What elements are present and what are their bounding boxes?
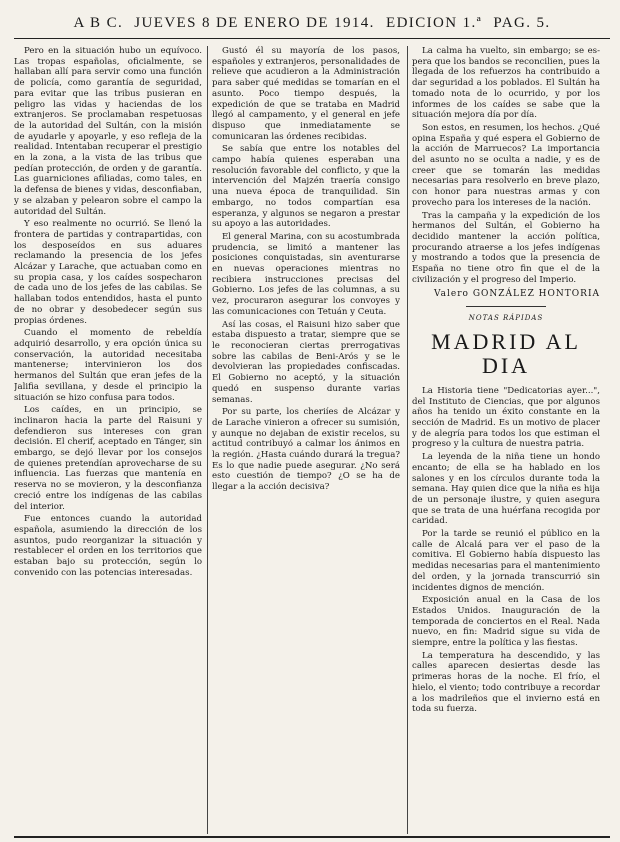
section-paragraph: La leyenda de la niña tiene un hondo encanto; de ella se ha hablado en los salones y en los círculos durante toda la semana. Hay quien dice que la niña es hija de un personaje ilustre, y quien asegura que se trata de una huérfana recogida por caridad. <box>412 452 600 527</box>
masthead <box>14 8 610 39</box>
article-paragraph: Así las cosas, el Raisuni hizo saber que estaba dispuesto a tratar, siempre que se le reconocieran ciertas prerrogativas sobre las cabilas de Beni-Arós y se le devolvieran las propiedades confiscadas. El Gobierno no aceptó, y la situación quedó en suspenso durante varias semanas. <box>212 319 400 405</box>
issue-date: JUEVES 8 DE ENERO DE 1914. <box>134 15 375 31</box>
newspaper-page <box>14 8 610 838</box>
column-rule-1 <box>207 46 208 834</box>
article-paragraph: Los caídes, en un principio, se inclinaron hacia la parte del Raisuni y defendieron sus intereses con gran decisión. El cherif, aceptado en Tánger, sin embargo, se dejó llevar por los consejos de quienes pretendían aprovecharse de su influencia. Las fuerzas que mantenía en reserva no se movieron, y la desconfianza creció entre los indígenas de las cabilas del interior. <box>14 405 202 512</box>
article-paragraph: Pero en la situación hubo un equívoco. Las tropas españolas, oficialmente, se hallaban allí para servir como una función de policía, como garantía de seguridad, para evitar que las tribus pusieran en peligro las vidas y haciendas de los extranjeros. Se proclamaban respetuosas de la autoridad del Sultán, con la misión de ayudarle y apoyarle, y eso refleja de la realidad. Intentaban recuperar el prestigio en la zona, a la vista de las tribus que pedían protección, de orden y de garantía. Las guarniciones afiliadas, como tales, en la defensa de bienes y vidas, desconfiaban, y se alzaban y pelearon sobre el campo la autoridad del Sultán. <box>14 46 202 217</box>
article-paragraph: La calma ha vuelto, sin embargo; se espera que los bandos se reconcilien, pues la llegada de los refuerzos ha contribuido a dar seguridad a los poblados. El Sultán ha tomado nota de lo ocurrido, y por los informes de los caídes se sabe que la situación mejora día por día. <box>412 46 600 121</box>
article-column-1 <box>14 46 202 834</box>
section-paragraph: Exposición anual en la Casa de los Estados Unidos. Inauguración de la temporada de conciertos en el Real. Nada nuevo, en fin: Madrid sigue su vida de siempre, entre la política y las fiestas. <box>412 595 600 649</box>
article-paragraph: Y eso realmente no ocurrió. Se llenó la frontera de partidas y contrapartidas, con los desposeídos en sus aduares reclamando la presencia de los jefes Alcázar y Larache, que actuaban como en su propia casa, y los caídes sospecharon de cada uno de los jefes de las cabilas. Se hallaban todos entendidos, hasta el punto de no obrar y desobedecer según sus propias órdenes. <box>14 219 202 326</box>
article-paragraph: Gustó él su mayoría de los pasos, españoles y extranjeros, personalidades de relieve que acudieron a la Administración para saber qué medidas se tomarían en el asunto. Poco tiempo después, la expedición de que se trataba en Madrid llegó al campamento, y el general en jefe dispuso que inmediatamente se comunicaran las órdenes recibidas. <box>212 46 400 142</box>
bottom-rule <box>14 836 610 838</box>
article-paragraph: Fue entonces cuando la autoridad española, asumiendo la dirección de los asuntos, pudo reorganizar la situación y restablecer el orden en los territorios que estaban bajo su protección, según lo convenido con las potencias interesadas. <box>14 514 202 578</box>
article-paragraph: Son estos, en resumen, los hechos. ¿Qué opina España y qué espera el Gobierno de la acción de Marruecos? La importancia del asunto no se oculta a nadie, y es de creer que se tomarán las medidas necesarias para resolverlo en breve plazo, con honor para nuestras armas y con provecho para los intereses de la nación. <box>412 122 600 208</box>
section-paragraph: Por la tarde se reunió el público en la calle de Alcalá para ver el paso de la comitiva. El Gobierno había dispuesto las medidas necesarias para el mantenimiento del orden, y la jornada transcurrió sin incidentes dignos de mención. <box>412 529 600 593</box>
section-divider <box>466 306 546 307</box>
column-rule-2 <box>407 46 408 834</box>
page-number: PAG. 5. <box>493 15 551 31</box>
article-paragraph: Cuando el momento de rebeldía adquirió desarrollo, y era opción única su conservación, la autoridad necesitaba mantenerse; intervinieron los dos hermanos del Sultán que eran jefes de la Jalifia sevillana, y desde el principio la situación se hizo confusa para todos. <box>14 328 202 403</box>
article-column-3 <box>412 46 600 834</box>
edition-label: EDICION 1.ª <box>386 15 483 31</box>
section-title: MADRID AL DIA <box>431 328 581 378</box>
article-paragraph: Por su parte, los cheriíes de Alcázar y de Larache vinieron a ofrecer su sumisión, y aunque no dejaban de existir recelos, su actitud contribuyó a calmar los ánimos en la región. ¿Hasta cuándo durará la tregua? Es lo que nadie puede asegurar. ¿No será esto cuestión de tiempo? ¿O se ha de llegar a la acción decisiva? <box>212 407 400 493</box>
publication-name: A B C. <box>73 15 124 31</box>
article-paragraph: Se sabía que entre los notables del campo había quienes esperaban una resolución favorable del conflicto, y que la intervención del Majzén traería consigo una nueva época de tranquilidad. Sin embargo, no todos compartían esa esperanza, y algunos se negaron a prestar su apoyo a las autoridades. <box>212 144 400 230</box>
section-kicker: NOTAS RÁPIDAS <box>468 314 544 323</box>
article-paragraph: Tras la campaña y la expedición de los hermanos del Sultán, el Gobierno ha decidido mantener la acción política, procurando atraerse a los jefes indígenas y mostrando a todos que la presencia de España no tiene otro fin que el de la civilización y el progreso del Imperio. <box>412 210 600 285</box>
article-column-2 <box>212 46 400 834</box>
section-paragraph: La Historia tiene "Dedicatorias ayer...", del Instituto de Ciencias, que por algunos años ha tenido un éxito constante en la sección de Madrid. Es un motivo de placer y de alegría para todos los que estiman el progreso y la cultura de nuestra patria. <box>412 385 600 450</box>
article-paragraph: El general Marina, con su acostumbrada prudencia, se limitó a mantener las posiciones conquistadas, sin aventurarse en nuevas operaciones mientras no recibiera instrucciones precisas del Gobierno. Los jefes de las columnas, a su vez, procuraron asegurar los convoyes y las comunicaciones con Tetuán y Ceuta. <box>212 231 400 317</box>
author-signature: Valero GONZÁLEZ HONTORIA <box>434 289 600 300</box>
section-paragraph: La temperatura ha descendido, y las calles aparecen desiertas desde las primeras horas de la noche. El frío, el hielo, el viento; todo contribuye a recordar a los madrileños que el invierno está en toda su fuerza. <box>412 650 600 715</box>
